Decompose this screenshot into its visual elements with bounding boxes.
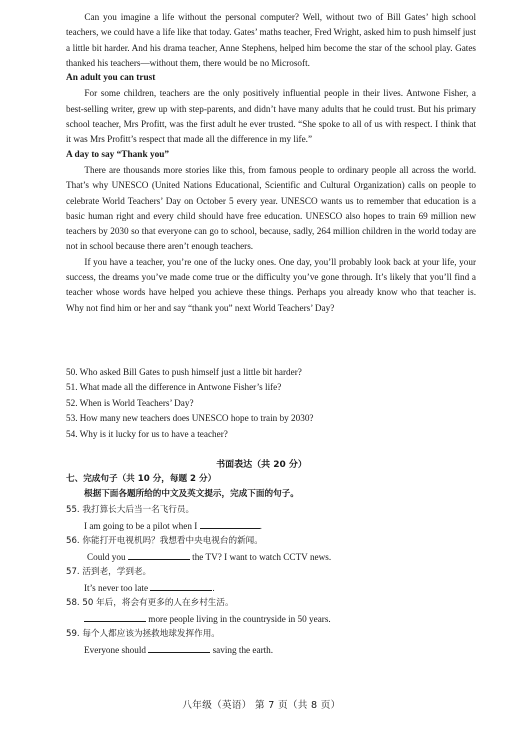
item-55-suffix: . (259, 521, 262, 531)
item-55-prefix: I am going to be a pilot when I (84, 521, 198, 531)
item-59-chinese: 59. 每个人都应该为拯救地球发挥作用。 (66, 629, 220, 639)
item-57-suffix: . (212, 583, 215, 593)
item-56-blank[interactable] (128, 550, 190, 560)
question-51: 51. What made all the difference in Antwone Fisher’s life? (66, 382, 282, 392)
part-title: 七、完成句子（共 10 分，每题 2 分） (66, 474, 217, 484)
passage-paragraph-2: For some children, teachers are the only positively influential people in their lives. Antwone Fisher, a best-selling writer, grew up with step-parents, and didn’t have many adults that he could trust. But his primary school teacher, Mrs Profitt, was the first adult he ever trusted. “She spoke to all of us with respect. I think that it was Mrs Profitt’s respect that made all the difference in my life.” (66, 88, 476, 145)
item-58-blank[interactable] (84, 612, 146, 622)
item-57-blank[interactable] (150, 581, 215, 593)
passage-paragraph-1: Can you imagine a life without the personal computer? Well, without two of Bill Gates’ high school teachers, we could have a life like that today. Gates’ maths teacher, Fred Wright, asked him to push himself just a little bit harder. And his drama teacher, Anne Stephens, helped him become the star of the school play. Gates thanked his teachers—without them, there would be no Microsoft. (66, 12, 476, 68)
question-52: 52. When is World Teachers’ Day? (66, 398, 194, 408)
passage-subheading-1: An adult you can trust (66, 73, 156, 84)
item-59-suffix: saving the earth. (212, 645, 274, 655)
part-instruction: 根据下面各题所给的中文及英文提示，完成下面的句子。 (84, 489, 299, 499)
passage-paragraph-4: If you have a teacher, you’re one of the lucky ones. One day, you’ll probably look back at your life, your success, the dreams you’ve made come true or the difficulty you’ve gone through. It’s likely that you’ll find a teacher whose words have helped you achieve these things. Perhaps you already know who that teacher is. Why not find him or her and say “thank you” next World Teachers’ Day? (66, 256, 476, 313)
item-57-chinese: 57. 活到老，学到老。 (66, 567, 152, 577)
question-50: 50. Who asked Bill Gates to push himself just a little bit harder? (66, 367, 302, 377)
question-53: 53. How many new teachers does UNESCO hope to train by 2030? (66, 413, 314, 423)
item-55-chinese: 55. 我打算长大后当一名飞行员。 (66, 505, 195, 515)
question-54: 54. Why is it lucky for us to have a teacher? (66, 429, 228, 439)
item-59-blank[interactable] (148, 643, 210, 653)
item-59-prefix: Everyone should (84, 645, 147, 655)
passage-paragraph-3: There are thousands more stories like this, from famous people to ordinary people all across the world. That’s why UNESCO (United Nations Educational, Scientific and Cultural Organization) calls on people to celebrate World Teachers’ Day on October 5 every year. UNESCO wants us to remember that education is a basic human right and every child should have free education. UNESCO also hopes to train 69 million new teachers by 2030 so that everyone can go to school, because, sadly, 264 million children in the world today are not in school because there aren’t enough teachers. (66, 164, 476, 252)
item-57-sentence (84, 581, 215, 594)
item-56-suffix: the TV? I want to watch CCTV news. (192, 552, 332, 562)
item-57-prefix: It’s never too late (84, 583, 149, 593)
item-56-prefix: Could you (87, 552, 126, 562)
item-59-sentence (84, 643, 273, 656)
item-58-chinese: 58. 50 年后，将会有更多的人在乡村生活。 (66, 598, 234, 608)
item-55-sentence (84, 519, 262, 532)
item-56-chinese: 56. 你能打开电视机吗？我想看中央电视台的新闻。 (66, 536, 263, 546)
item-56-sentence (87, 550, 331, 563)
passage-subheading-2: A day to say “Thank you” (66, 149, 170, 160)
writing-section-title: 书面表达（共 20 分） (216, 460, 307, 470)
item-58-sentence (84, 612, 331, 625)
item-58-suffix: more people living in the countryside in 50 years. (148, 614, 331, 624)
page-footer: 八年级（英语） 第 7 页（共 8 页） (182, 700, 341, 711)
item-55-blank[interactable] (200, 519, 260, 529)
reading-passage (66, 10, 476, 316)
